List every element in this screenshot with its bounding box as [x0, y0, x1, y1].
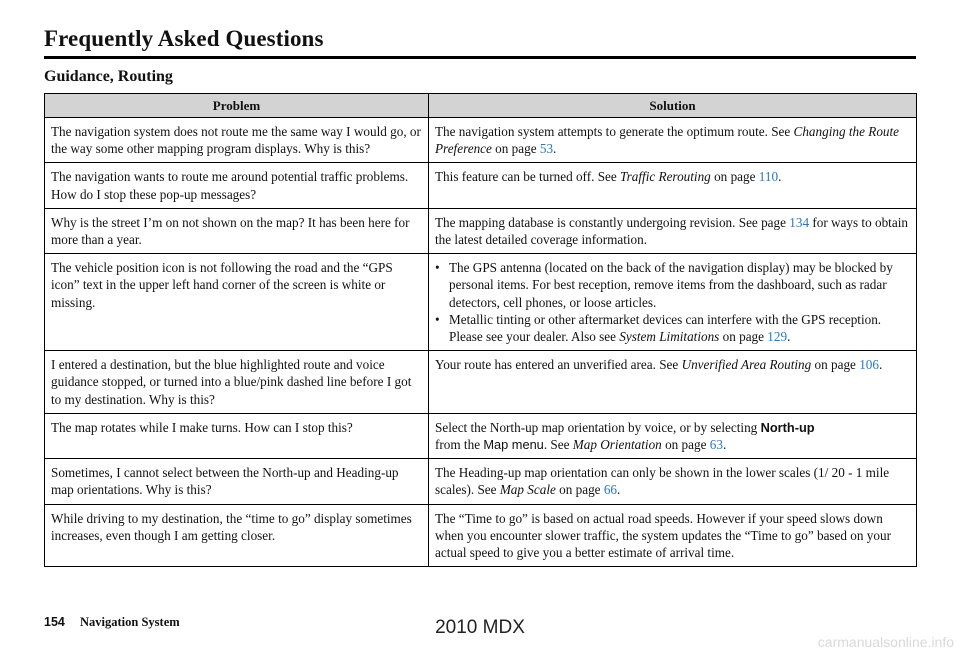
solution-text: on page: [710, 169, 759, 185]
page-number: 154: [44, 615, 65, 629]
footer-label: Navigation System: [80, 615, 180, 629]
north-up-option-label: North-up: [760, 419, 815, 435]
column-header-problem: Problem: [45, 94, 429, 118]
solution-text: . See: [543, 437, 573, 453]
problem-cell: While driving to my destination, the “time to go” display sometimes increases, even though I am getting closer.: [45, 504, 429, 567]
reference-title: Map Orientation: [572, 437, 662, 453]
map-menu-label: Map menu: [483, 437, 544, 453]
solution-text: from the: [435, 437, 484, 453]
solution-cell: [429, 254, 917, 351]
table-row: [45, 163, 917, 208]
page-link[interactable]: 129: [767, 329, 788, 345]
bullet-text: Metallic tinting or other aftermarket devices can interfere with the GPS reception. Please see your dealer. Also see: [449, 311, 882, 345]
reference-title: Traffic Rerouting: [620, 169, 711, 185]
model-watermark: 2010 MDX: [435, 617, 525, 638]
bullet-icon: •: [435, 311, 440, 327]
bullet-icon: •: [435, 260, 440, 276]
table-row: [45, 208, 917, 253]
problem-cell: The navigation system does not route me the same way I would go, or the way some other mapping program displays. Why is this?: [45, 118, 429, 163]
problem-cell: Why is the street I’m on not shown on the map? It has been here for more than a year.: [45, 208, 429, 253]
table-row: [45, 351, 917, 414]
problem-cell: Sometimes, I cannot select between the North-up and Heading-up map orientations. Why is this?: [45, 459, 429, 504]
solution-text: .: [553, 141, 557, 157]
reference-title: System Limitations: [619, 329, 720, 345]
list-item: [435, 311, 910, 345]
reference-title: Changing the Route Preference: [435, 124, 900, 157]
problem-cell: The map rotates while I make turns. How can I stop this?: [45, 413, 429, 458]
site-watermark: carmanualsonline.info: [817, 634, 954, 650]
page-link[interactable]: 106: [859, 357, 879, 373]
solution-text: .: [778, 169, 782, 185]
solution-bullet-list: [435, 259, 910, 345]
solution-text: on page: [491, 141, 540, 157]
solution-text: Select the North-up map orientation by voice, or by selecting: [435, 419, 761, 435]
solution-text: .: [878, 357, 883, 373]
table-row: [45, 459, 917, 504]
reference-title: Map Scale: [499, 482, 556, 498]
table-row: [45, 118, 917, 163]
problem-cell: The vehicle position icon is not following the road and the “GPS icon” text in the upper left hand corner of the screen is white or missing.: [45, 254, 429, 351]
page-link[interactable]: 66: [603, 482, 618, 498]
solution-cell: The “Time to go” is based on actual road speeds. However if your speed slows down when you encounter slower traffic, the system updates the “Time to go” based on your actual speed to give you a better estimate of arrival time.: [429, 504, 917, 567]
section-title: Guidance, Routing: [44, 68, 173, 85]
solution-cell: [429, 163, 917, 208]
solution-text: on page: [661, 437, 710, 453]
list-item: [435, 259, 910, 311]
solution-text: This feature can be turned off. See: [435, 169, 621, 185]
solution-text: Your route has entered an unverified area. See: [435, 357, 682, 373]
solution-text: The navigation system attempts to generate the optimum route. See: [435, 124, 794, 139]
solution-text: The Heading-up map orientation can only be shown in the lower scales (1/ 20 - 1 mile scales). See: [435, 465, 890, 498]
page-link[interactable]: 53: [539, 141, 554, 157]
solution-text: for ways to obtain the latest detailed coverage information.: [435, 214, 908, 248]
bullet-text: on page: [719, 329, 768, 345]
page-link[interactable]: 110: [758, 169, 779, 185]
bullet-text: .: [787, 329, 791, 345]
solution-text: on page: [555, 482, 604, 498]
solution-cell: [429, 118, 917, 163]
solution-text: on page: [811, 357, 860, 373]
problem-cell: I entered a destination, but the blue highlighted route and voice guidance stopped, or turned into a blue/pink dashed line before I got to my destination. Why is this?: [45, 351, 429, 414]
solution-text: The mapping database is constantly undergoing revision. See page: [435, 214, 790, 230]
page-link[interactable]: 134: [789, 214, 810, 230]
solution-cell: [429, 351, 917, 414]
faq-table: [44, 93, 917, 567]
problem-cell: The navigation wants to route me around potential traffic problems. How do I stop these pop-up messages?: [45, 163, 429, 208]
table-row: [45, 413, 917, 458]
solution-cell: [429, 413, 917, 458]
solution-text: .: [722, 437, 727, 453]
table-header-row: [45, 94, 917, 118]
page-title: Frequently Asked Questions: [44, 26, 324, 51]
solution-text: .: [617, 482, 621, 498]
solution-cell: [429, 459, 917, 504]
page-link[interactable]: 63: [709, 437, 723, 453]
table-row: [45, 254, 917, 351]
solution-cell: [429, 208, 917, 253]
bullet-text: The GPS antenna (located on the back of the navigation display) may be blocked by personal items. For best reception, remove items from the dashboard, such as radar detectors, cell phones, or loose articles.: [449, 260, 893, 310]
title-rule: [44, 56, 916, 59]
table-row: [45, 504, 917, 567]
reference-title: Unverified Area Routing: [681, 357, 812, 373]
column-header-solution: Solution: [429, 94, 917, 118]
